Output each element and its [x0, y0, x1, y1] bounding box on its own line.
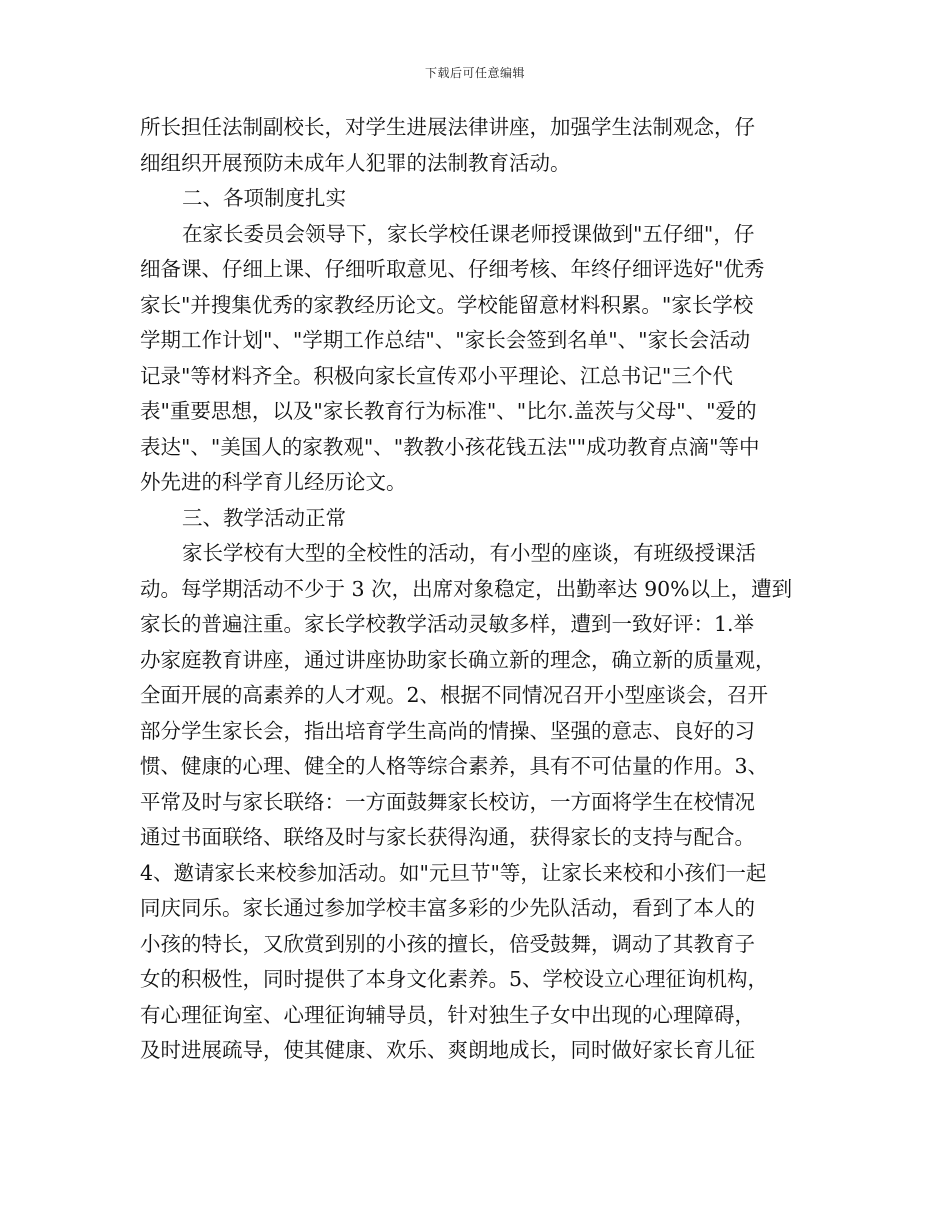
body-line-21: 通过书面联络、联络及时与家长获得沟通，获得家长的支持与配合。: [140, 825, 755, 849]
body-line-9: 表"重要思想，以及"家长教育行为标准"、"比尔.盖茨与父母"、"爱的: [140, 399, 757, 423]
body-line-17: 全面开展的高素养的人才观。2、根据不同情况召开小型座谈会，召开: [140, 683, 769, 707]
section-heading-2: 二、各项制度扎实: [182, 186, 346, 210]
body-line-4: 在家长委员会领导下，家长学校任课老师授课做到"五仔细"，仔: [182, 221, 755, 246]
body-line-14: 动。每学期活动不少于 3 次，出席对象稳定，出勤率达 90%以上，遭到: [140, 576, 793, 601]
page-header-note: 下载后可任意编辑: [424, 66, 525, 80]
body-line-5: 细备课、仔细上课、仔细听取意见、仔细考核、年终仔细评选好"优秀: [140, 257, 765, 281]
body-line-15: 家长的普遍注重。家长学校教学活动灵敏多样，遭到一致好评：1.举: [140, 612, 755, 636]
body-line-24: 小孩的特长，又欣赏到别的小孩的擅长，倍受鼓舞，调动了其教育子: [140, 931, 755, 956]
body-line-6: 家长"并搜集优秀的家教经历论文。学校能留意材料积累。"家长学校: [140, 292, 754, 317]
document-body: [140, 110, 820, 1069]
body-line-10: 表达"、"美国人的家教观"、"教教小孩花钱五法""成功教育点滴"等中: [140, 434, 760, 459]
body-line-23: 同庆同乐。家长通过参加学校丰富多彩的少先队活动，看到了本人的: [140, 896, 755, 920]
body-line-18: 部分学生家长会，指出培育学生高尚的情操、坚强的意志、良好的习: [140, 718, 755, 743]
body-line-11: 外先进的科学育儿经历论文。: [140, 470, 407, 494]
body-line-20: 平常及时与家长联络：一方面鼓舞家长校访，一方面将学生在校情况: [140, 789, 755, 814]
section-heading-3: 三、教学活动正常: [182, 505, 346, 530]
body-line-16: 办家庭教育讲座，通过讲座协助家长确立新的理念，确立新的质量观，: [140, 647, 776, 672]
body-line-19: 惯、健康的心理、健全的人格等综合素养，具有不可估量的作用。3、: [140, 754, 769, 778]
body-line-7: 学期工作计划"、"学期工作总结"、"家长会签到名单"、"家长会活动: [140, 328, 751, 352]
body-line-1: 所长担任法制副校长，对学生进展法律讲座，加强学生法制观念，仔: [140, 115, 755, 139]
body-line-13: 家长学校有大型的全校性的活动，有小型的座谈，有班级授课活: [182, 541, 756, 565]
body-line-22: 4、邀请家长来校参加活动。如"元旦节"等，让家长来校和小孩们一起: [140, 860, 767, 885]
body-line-26: 有心理征询室、心理征询辅导员，针对独生子女中出现的心理障碍，: [140, 1002, 755, 1027]
body-line-8: 记录"等材料齐全。积极向家长宣传邓小平理论、江总书记"三个代: [140, 363, 733, 388]
body-line-25: 女的积极性，同时提供了本身文化素养。5、学校设立心理征询机构，: [140, 967, 769, 991]
body-line-27: 及时进展疏导，使其健康、欢乐、爽朗地成长，同时做好家长育儿征: [140, 1038, 755, 1062]
body-line-2: 细组织开展预防未成年人犯罪的法制教育活动。: [140, 150, 571, 175]
